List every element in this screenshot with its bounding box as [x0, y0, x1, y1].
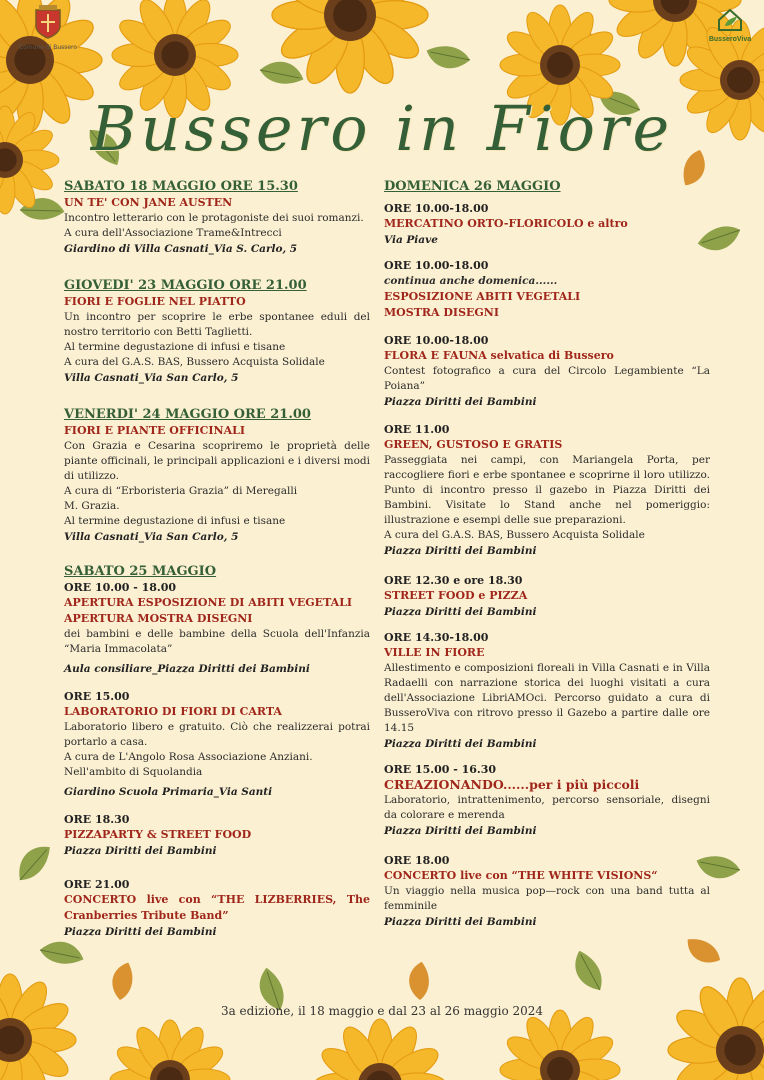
- event-text: Incontro letterario con le protagoniste dei suoi romanzi.: [64, 212, 364, 224]
- event-location: Piazza Diritti dei Bambini: [384, 916, 537, 928]
- busseroviva-logo: [700, 6, 760, 43]
- edition-footer: 3a edizione, il 18 maggio e dal 23 al 26 maggio 2024: [220, 1004, 544, 1018]
- event-text: Con Grazia e Cesarina scopriremo le proprietà delle piante officinali, le principali applicazioni e i diversi modi di utilizzo.: [64, 440, 370, 482]
- event-location: Aula consiliare_Piazza Diritti dei Bambini: [64, 663, 310, 675]
- event-time: ORE 15.00 - 16.30: [384, 763, 497, 776]
- left-column: [64, 178, 370, 940]
- house-leaf-icon: [715, 6, 745, 32]
- event-text: A cura di “Erboristeria Grazia” di Meregalli: [64, 485, 298, 497]
- day-heading: SABATO 25 MAGGIO: [64, 564, 217, 579]
- event-time: ORE 12.30 e ore 18.30: [384, 574, 523, 587]
- event-name: STREET FOOD e PIZZA: [384, 589, 528, 602]
- event-text: Al termine degustazione di infusi e tisane: [64, 341, 286, 353]
- event-location: Piazza Diritti dei Bambini: [64, 926, 217, 938]
- event-text: A cura de L'Angolo Rosa Associazione Anziani.: [64, 751, 313, 763]
- event-time: ORE 10.00-18.00: [384, 202, 489, 215]
- event-name: UN TE' CON JANE AUSTEN: [64, 196, 233, 209]
- event-text: Laboratorio, intrattenimento, percorso sensoriale, disegni da colorare e merenda: [384, 794, 710, 821]
- event-laboratorio-carta: [64, 689, 370, 800]
- event-esposizione: [64, 563, 370, 677]
- day-heading: DOMENICA 26 MAGGIO: [384, 179, 561, 194]
- event-name: LABORATORIO DI FIORI DI CARTA: [64, 705, 282, 718]
- event-green-gustoso: [384, 422, 710, 559]
- event-flora-fauna: [384, 333, 710, 410]
- event-location: Piazza Diritti dei Bambini: [384, 606, 537, 618]
- event-street-food: [384, 573, 710, 620]
- event-esposizione-domenica: [384, 258, 710, 321]
- coat-of-arms-icon: [33, 4, 63, 40]
- event-time: ORE 10.00-18.00: [384, 334, 489, 347]
- event-jane-austen: [64, 178, 370, 257]
- event-name: VILLE IN FIORE: [384, 646, 485, 659]
- event-text: Al termine degustazione di infusi e tisane: [64, 515, 286, 527]
- event-location: Villa Casnati_Via San Carlo, 5: [64, 372, 239, 384]
- logo-left-caption: Comune di Bussero: [18, 44, 78, 51]
- event-name: MOSTRA DISEGNI: [384, 306, 500, 319]
- day-heading: GIOVEDI' 23 MAGGIO ORE 21.00: [64, 278, 307, 293]
- event-location: Piazza Diritti dei Bambini: [384, 738, 537, 750]
- event-text: Passeggiata nei campi, con Mariangela Porta, per raccogliere fiori e erbe spontanee e scoprirne il loro utilizzo. Punto di incontro presso il gazebo in Piazza Diritti dei Bambini. Visitate lo Stand anche nel pomeriggio: illustrazione e esempi delle sue preparazioni.: [384, 454, 710, 526]
- event-piante-officinali: [64, 406, 370, 545]
- event-location: Piazza Diritti dei Bambini: [384, 825, 537, 837]
- event-text: Contest fotografico a cura del Circolo Legambiente “La Poiana”: [384, 365, 710, 392]
- event-name: CONCERTO live con “THE WHITE VISIONS“: [384, 869, 658, 882]
- event-location: Giardino di Villa Casnati_Via S. Carlo, 5: [64, 243, 298, 255]
- event-text: dei bambini e delle bambine della Scuola dell'Infanzia “Maria Immacolata”: [64, 628, 370, 655]
- municipality-logo: [18, 4, 78, 51]
- event-name: ESPOSIZIONE ABITI VEGETALI: [384, 290, 581, 303]
- page-title: Bussero in Fiore: [90, 92, 674, 165]
- event-name: PIZZAPARTY & STREET FOOD: [64, 828, 252, 841]
- logo-right-caption: BusseroViva: [708, 36, 752, 43]
- event-name: CREAZIONANDO......per i più piccoli: [384, 777, 640, 792]
- event-concerto-white-visions: [384, 853, 710, 930]
- event-note: continua anche domenica......: [384, 275, 558, 287]
- event-name: FLORA E FAUNA selvatica di Bussero: [384, 349, 614, 362]
- event-ville-in-fiore: [384, 630, 710, 752]
- event-pizzaparty: [64, 812, 370, 859]
- event-name: APERTURA MOSTRA DISEGNI: [64, 612, 253, 625]
- event-name: GREEN, GUSTOSO E GRATIS: [384, 438, 563, 451]
- event-text: A cura del G.A.S. BAS, Bussero Acquista Solidale: [64, 356, 325, 368]
- event-location: Via Piave: [384, 234, 438, 246]
- event-location: Villa Casnati_Via San Carlo, 5: [64, 531, 239, 543]
- event-text: M. Grazia.: [64, 500, 120, 512]
- event-location: Giardino Scuola Primaria_Via Santi: [64, 786, 273, 798]
- event-text: Allestimento e composizioni floreali in Villa Casnati e in Villa Radaelli con narrazione storica dei luoghi visitati a cura dell'Associazione LibriAMOci. Percorso guidato a cura di BusseroViva con ritrovo presso il Gazebo a partire dalle ore 14.15: [384, 662, 710, 734]
- event-text: Laboratorio libero e gratuito. Ciò che realizzerai potrai portarlo a casa.: [64, 721, 370, 748]
- day-heading: VENERDI' 24 MAGGIO ORE 21.00: [64, 407, 311, 422]
- event-text: A cura dell'Associazione Trame&Intrecci: [64, 227, 282, 239]
- event-mercatino: [384, 201, 710, 248]
- day-heading: SABATO 18 MAGGIO ORE 15.30: [64, 179, 298, 194]
- event-time: ORE 11.00: [384, 423, 450, 436]
- event-name: CONCERTO live con “THE LIZBERRIES, The Cranberries Tribute Band”: [64, 893, 370, 922]
- right-column: [384, 178, 710, 930]
- event-text: Nell'ambito di Squolandia: [64, 766, 203, 778]
- event-text: Un incontro per scoprire le erbe spontanee eduli del nostro territorio con Betti Taglietti.: [64, 311, 370, 338]
- event-text: A cura del G.A.S. BAS, Bussero Acquista Solidale: [384, 529, 645, 541]
- event-time: ORE 10.00-18.00: [384, 259, 489, 272]
- event-location: Piazza Diritti dei Bambini: [64, 845, 217, 857]
- event-text: Un viaggio nella musica pop—rock con una band tutta al femminile: [384, 885, 710, 912]
- event-time: ORE 10.00 - 18.00: [64, 581, 177, 594]
- event-name: MERCATINO ORTO-FLORICOLO e altro: [384, 217, 628, 230]
- event-time: ORE 15.00: [64, 690, 130, 703]
- event-name: FIORI E FOGLIE NEL PIATTO: [64, 295, 246, 308]
- event-location: Piazza Diritti dei Bambini: [384, 396, 537, 408]
- event-concerto-lizberries: [64, 877, 370, 940]
- event-creazionando: [384, 762, 710, 839]
- event-fiori-foglie: [64, 277, 370, 386]
- event-time: ORE 18.00: [384, 854, 450, 867]
- event-location: Piazza Diritti dei Bambini: [384, 545, 537, 557]
- event-name: APERTURA ESPOSIZIONE DI ABITI VEGETALI: [64, 596, 353, 609]
- event-time: ORE 21.00: [64, 878, 130, 891]
- event-name: FIORI E PIANTE OFFICINALI: [64, 424, 245, 437]
- event-time: ORE 14.30-18.00: [384, 631, 489, 644]
- event-time: ORE 18.30: [64, 813, 130, 826]
